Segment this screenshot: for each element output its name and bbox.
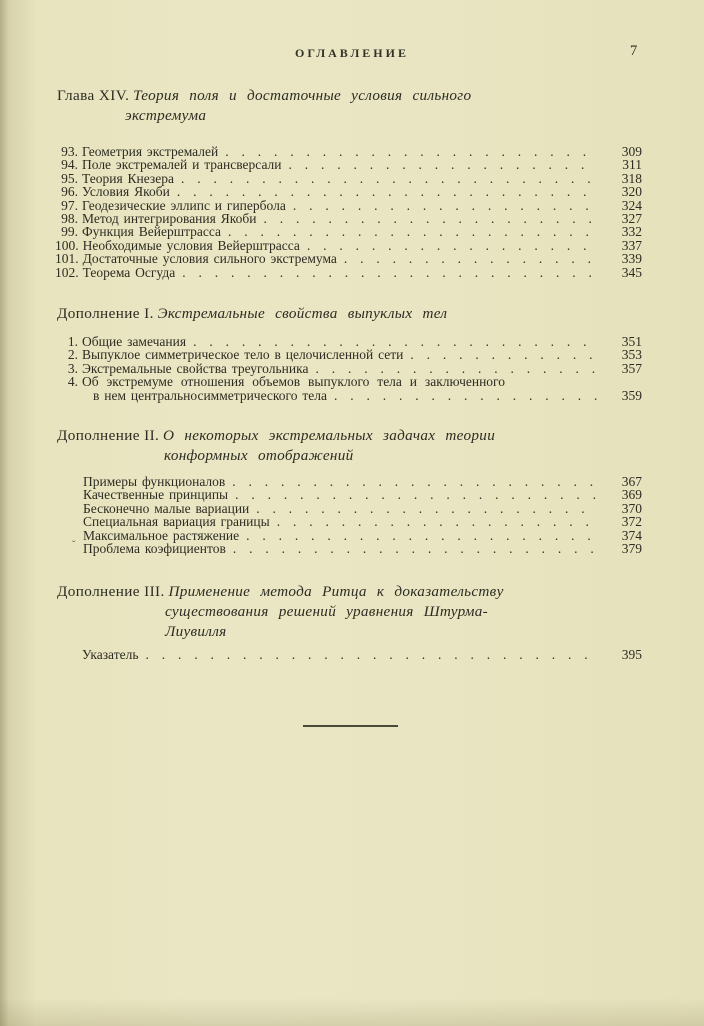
item-title: Необходимые условия Вейерштрасса	[82, 237, 300, 253]
chapter-title-line1: Теория поля и достаточные условия сильного	[133, 87, 472, 104]
item-title: Достаточные условия сильного экстремума	[82, 251, 337, 267]
item-page-number: 372	[621, 514, 642, 530]
toc-item-row	[55, 172, 642, 185]
item-page-number: 309	[621, 144, 642, 159]
dot-leader	[293, 199, 598, 212]
folio-page-number: 7	[630, 43, 638, 59]
dot-leader	[344, 252, 598, 265]
item-title: Условия Якоби	[82, 184, 170, 200]
item-title: Максимальное растяжение	[83, 527, 240, 543]
item-page-number: 337	[621, 237, 642, 253]
running-head: ОГЛАВЛЕНИЕ	[295, 46, 409, 60]
item-page-number: 345	[621, 264, 642, 280]
toc-item-row	[55, 529, 642, 542]
item-page-number: 370	[621, 500, 642, 516]
toc-item-row	[55, 542, 642, 555]
toc-item-row	[55, 648, 642, 661]
dot-leader	[235, 488, 598, 501]
item-number: 2.	[67, 347, 78, 363]
item-page-number: 324	[621, 197, 642, 213]
item-page-number: 379	[621, 541, 642, 557]
index-entry-block	[55, 648, 642, 661]
item-page-number: 339	[621, 251, 642, 267]
supplement1-item-list	[55, 335, 642, 402]
supplement2-label: Дополнение II.	[57, 427, 160, 444]
toc-item-row-wrap-line1	[55, 375, 642, 388]
item-title: Экстремальные свойства треугольника	[82, 360, 309, 376]
item-number: 95.	[61, 170, 78, 186]
item-page-number: 374	[621, 527, 642, 543]
toc-item-row	[55, 185, 642, 198]
item-number: 1.	[67, 334, 78, 349]
toc-item-row	[55, 348, 642, 361]
toc-item-row	[55, 212, 642, 225]
dot-leader	[193, 335, 598, 348]
item-number: 102.	[55, 264, 79, 280]
dot-leader	[177, 185, 598, 198]
toc-item-row	[55, 225, 642, 238]
item-title: Выпуклое симметрическое тело в целочисленной сети	[82, 347, 404, 363]
item-page-number: 311	[622, 157, 642, 173]
item-title: Поле экстремалей и трансверсали	[82, 157, 282, 173]
item-page-number: 359	[621, 387, 642, 403]
item-title: Проблема коэфициентов	[83, 541, 226, 557]
dot-leader	[145, 648, 598, 661]
item-title: Бесконечно малые вариации	[83, 500, 250, 516]
divider-rule	[303, 725, 398, 727]
item-number: 3.	[67, 360, 78, 376]
item-number: 99.	[61, 224, 78, 240]
item-number: 97.	[61, 197, 78, 213]
chapter-label: Глава XIV.	[57, 87, 130, 104]
toc-item-row	[55, 252, 642, 265]
toc-item-row	[55, 515, 642, 528]
supplement2-title-line1: О некоторых экстремальных задачах теории	[163, 427, 496, 444]
dot-leader	[228, 225, 598, 238]
supplement3-title-line2: существования решений уравнения Штурма-	[165, 603, 489, 620]
supplement3-heading	[57, 582, 504, 642]
dot-leader	[233, 542, 598, 555]
toc-item-row	[55, 158, 642, 171]
supplement1-label: Дополнение I.	[57, 305, 154, 322]
chapter-item-list	[55, 145, 642, 279]
item-number: 101.	[55, 251, 79, 267]
supplement2-title-line2: конформных отображений	[164, 447, 354, 464]
supplement3-title-line3: Лиувилля	[165, 623, 227, 640]
dot-leader	[307, 239, 598, 252]
item-title: Качественные принципы	[83, 487, 229, 503]
toc-item-row	[55, 266, 642, 279]
item-number: 98.	[61, 211, 78, 227]
supplement2-heading	[57, 426, 495, 466]
supplement1-heading	[57, 304, 447, 324]
item-page-number: 367	[621, 474, 642, 489]
toc-item-row	[55, 199, 642, 212]
dot-leader	[263, 212, 598, 225]
dot-leader	[232, 475, 598, 488]
item-number: 93.	[61, 144, 78, 159]
dot-leader	[256, 502, 598, 515]
toc-item-row	[55, 145, 642, 158]
item-number: 100.	[55, 237, 79, 253]
dot-leader	[246, 529, 598, 542]
item-title: Теорема Осгуда	[82, 264, 176, 280]
supplement1-title: Экстремальные свойства выпуклых тел	[157, 305, 448, 322]
toc-item-row	[55, 362, 642, 375]
item-page-number: 332	[621, 224, 642, 240]
supplement2-item-list	[55, 475, 642, 555]
item-number: 96.	[61, 184, 78, 200]
dot-leader	[181, 172, 598, 185]
toc-item-row	[55, 335, 642, 348]
index-title: Указатель	[82, 647, 139, 662]
item-title: Геодезические эллипс и гипербола	[82, 197, 286, 213]
dot-leader	[315, 362, 598, 375]
dot-leader	[289, 158, 598, 171]
item-number: 4.	[67, 374, 78, 390]
dot-leader	[277, 515, 598, 528]
item-title: Теория Кнезера	[82, 170, 174, 186]
item-title-continuation: в нем центральносимметрического тела	[93, 387, 327, 403]
dot-leader	[410, 348, 598, 361]
item-title: Метод интегрирования Якоби	[82, 211, 257, 227]
item-page-number: 357	[621, 360, 642, 376]
dot-leader	[334, 389, 598, 402]
item-page-number: 351	[621, 334, 642, 349]
toc-item-row	[55, 239, 642, 252]
chapter-heading	[57, 86, 471, 126]
item-title: Примеры функционалов	[83, 474, 226, 489]
dot-leader	[182, 266, 598, 279]
item-page-number: 320	[621, 184, 642, 200]
item-title: Геометрия экстремалей	[82, 144, 219, 159]
chapter-title-line2: экстремума	[125, 107, 207, 124]
item-page-number: 318	[621, 170, 642, 186]
item-title: Общие замечания	[82, 334, 187, 349]
supplement3-title-line1: Применение метода Ритца к доказательству	[168, 583, 504, 600]
toc-item-row	[55, 502, 642, 515]
item-title: Об экстремуме отношения объемов выпуклого тела и заключенного	[82, 374, 506, 390]
dot-leader	[225, 145, 598, 158]
item-title: Функция Вейерштрасса	[82, 224, 222, 240]
toc-item-row	[55, 475, 642, 488]
supplement3-label: Дополнение III.	[57, 583, 165, 600]
item-page-number: 369	[621, 487, 642, 503]
item-page-number: 353	[621, 347, 642, 363]
item-number: 94.	[61, 157, 78, 173]
item-page-number: 395	[621, 647, 642, 662]
pencil-check-mark: ˇ	[72, 540, 76, 551]
toc-item-row-wrap-line2	[55, 389, 642, 402]
item-page-number: 327	[621, 211, 642, 227]
item-title: Специальная вариация границы	[83, 514, 270, 530]
toc-item-row	[55, 488, 642, 501]
